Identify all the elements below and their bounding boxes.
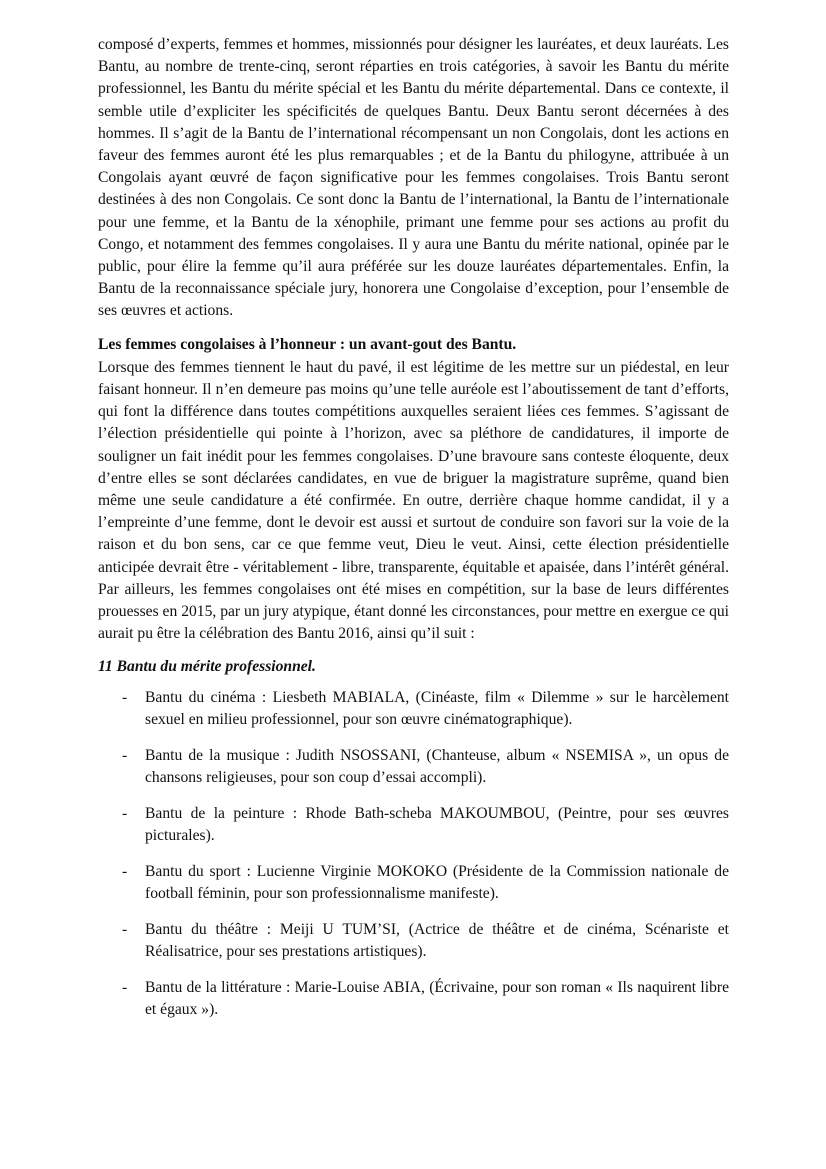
list-item bbox=[98, 977, 729, 1021]
award-list bbox=[98, 687, 729, 1021]
list-item-text: Bantu du cinéma : Liesbeth MABIALA, (Cinéaste, film « Dilemme » sur le harcèlement sexuel en milieu professionnel, pour son œuvre cinématographique). bbox=[145, 688, 729, 728]
list-bullet: - bbox=[122, 978, 128, 996]
section-heading: Les femmes congolaises à l’honneur : un avant-gout des Bantu. bbox=[98, 335, 517, 353]
list-item bbox=[98, 745, 729, 789]
body-paragraph: Lorsque des femmes tiennent le haut du pavé, il est légitime de les mettre sur un piédestal, en leur faisant honneur. Il n’en demeure pas moins qu’une telle auréole est l’aboutissement de tant d’efforts, qui font la différence dans toutes compétitions auxquelles seraient liées ces femmes. S’agissant de l’élection présidentielle qui pointe à l’horizon, avec sa pléthore de candidatures, il importe de souligner un fait inédit pour les femmes congolaises. D’une bravoure sans conteste éloquente, deux d’entre elles se sont déclarées candidates, en vue de briguer la magistrature suprême, quand bien même une seule candidature a été confirmée. En outre, derrière chaque homme candidat, il y a l’empreinte d’une femme, dont le devoir est aussi et surtout de conduire son favori sur la voie de la raison et du bon sens, car ce que femme veut, Dieu le veut. Ainsi, cette élection présidentielle anticipée devrait être - véritablement - libre, transparente, équitable et apaisée, dans l’intérêt général. Par ailleurs, les femmes congolaises ont été mises en compétition, sur la base de leurs différentes prouesses en 2015, par un jury atypique, étant donné les circonstances, pour mettre en exergue ce qui aurait pu être la célébration des Bantu 2016, ainsi qu’il suit : bbox=[98, 358, 729, 643]
list-bullet: - bbox=[122, 688, 128, 706]
category-heading: 11 Bantu du mérite professionnel. bbox=[98, 658, 316, 676]
list-item bbox=[98, 687, 729, 731]
list-item-text: Bantu du théâtre : Meiji U TUM’SI, (Actrice de théâtre et de cinéma, Scénariste et Réalisatrice, pour ses prestations artistiques). bbox=[145, 920, 729, 960]
list-item bbox=[98, 861, 729, 905]
list-item-text: Bantu de la littérature : Marie-Louise ABIA, (Écrivaine, pour son roman « Ils naquirent libre et égaux »). bbox=[145, 978, 729, 1018]
document-page bbox=[98, 34, 729, 1035]
list-item-text: Bantu de la musique : Judith NSOSSANI, (Chanteuse, album « NSEMISA », un opus de chansons religieuses, pour son coup d’essai accompli). bbox=[145, 746, 729, 786]
list-bullet: - bbox=[122, 746, 128, 764]
list-bullet: - bbox=[122, 804, 128, 822]
list-bullet: - bbox=[122, 862, 128, 880]
list-item bbox=[98, 919, 729, 963]
list-item bbox=[98, 803, 729, 847]
list-bullet: - bbox=[122, 920, 128, 938]
list-item-text: Bantu de la peinture : Rhode Bath-scheba MAKOUMBOU, (Peintre, pour ses œuvres picturales). bbox=[145, 804, 729, 844]
list-item-text: Bantu du sport : Lucienne Virginie MOKOKO (Présidente de la Commission nationale de football féminin, pour son professionnalisme manifeste). bbox=[145, 862, 729, 902]
body-paragraph: composé d’experts, femmes et hommes, missionnés pour désigner les lauréates, et deux lauréats. Les Bantu, au nombre de trente-cinq, seront réparties en trois catégories, à savoir les Bantu du mérite professionnel, les Bantu du mérite spécial et les Bantu du mérite départemental. Dans ce contexte, il semble utile d’expliciter les spécificités de quelques Bantu. Deux Bantu seront décernées à des hommes. Il s’agit de la Bantu de l’international récompensant un non Congolais, dont les actions en faveur des femmes auront été les plus remarquables ; et de la Bantu du philogyne, attribuée à un Congolais ayant œuvré de façon significative pour les femmes congolaises. Trois Bantu seront destinées à des non Congolais. Ce sont donc la Bantu de l’international, la Bantu de l’internationale pour une femme, et la Bantu de la xénophile, primant une femme pour ses actions au profit du Congo, et notamment des femmes congolaises. Il y aura une Bantu du mérite national, opinée par le public, pour élire la femme qu’il aura préférée sur les douze lauréates départementales. Enfin, la Bantu de la reconnaissance spéciale jury, honorera une Congolaise d’exception, pour l’ensemble de ses œuvres et actions. bbox=[98, 36, 729, 320]
